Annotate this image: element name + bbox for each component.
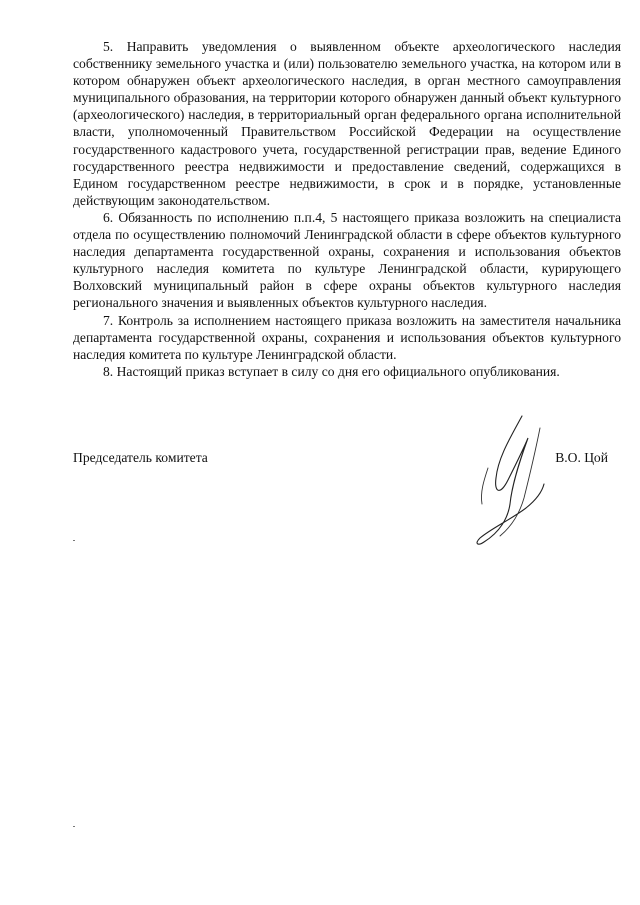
- document-body: [73, 38, 621, 380]
- signatory-title: Председатель комитета: [73, 450, 208, 465]
- paragraph-5: 5. Направить уведомления о выявленном объекте археологического наследия собственнику земельного участка и (или) пользователю земельного участка, на котором или в котором обнаружен объект археологического наследия, в орган местного самоуправления муниципального образования, на территории которого обнаружен данный объект культурного (археологического) наследия, в территориальный орган федерального органа исполнительной власти, уполномоченный Правительством Российской Федерации на осуществление государственного кадастрового учета, государственной регистрации прав, ведение Единого государственного реестра недвижимости и предоставление сведений, содержащихся в Едином государственном реестре недвижимости, в срок и в порядке, установленные действующим законодательством.: [73, 39, 621, 208]
- scan-speck: [73, 826, 75, 827]
- signatory-name: В.О. Цой: [555, 450, 608, 465]
- scan-speck: [73, 540, 75, 541]
- paragraph-8: 8. Настоящий приказ вступает в силу со дня его официального опубликования.: [103, 363, 560, 379]
- paragraph-7: 7. Контроль за исполнением настоящего приказа возложить на заместителя начальника департамента государственной охраны, сохранения и использования объектов культурного наследия комитета по культуре Ленинградской области.: [73, 312, 621, 362]
- handwritten-signature: [440, 408, 580, 558]
- paragraph-6: 6. Обязанность по исполнению п.п.4, 5 настоящего приказа возложить на специалиста отдела по осуществлению полномочий Ленинградской области в сфере объектов культурного наследия департамента государственной охраны, сохранения и использования объектов культурного наследия комитета по культуре Ленинградской области, курирующего Волховский муниципальный район в сфере охраны объектов культурного наследия регионального значения и выявленных объектов культурного наследия.: [73, 209, 621, 311]
